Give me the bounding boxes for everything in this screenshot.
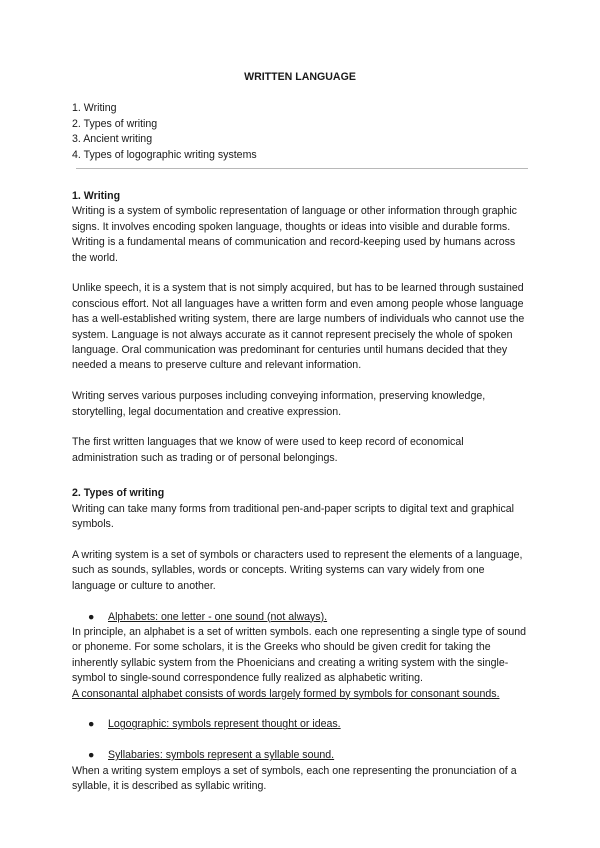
table-of-contents <box>72 101 528 163</box>
bullet-item-logographic <box>72 717 528 732</box>
divider <box>76 168 528 169</box>
bullet-label: Syllabaries: symbols represent a syllable sound. <box>108 749 335 762</box>
paragraph: In principle, an alphabet is a set of written symbols. each one representing a single type of sound or phoneme. For some scholars, it is the Greeks who should be given credit for taking the inherently syllabic system from the Phoenicians and creating a writing system with the single-symbol to single-sound correspondence fully realized as alphabetic writing. <box>72 625 527 685</box>
paragraph: When a writing system employs a set of symbols, each one representing the pronunciation of a syllable, it is described as syllabic writing. <box>72 764 517 792</box>
paragraph: Writing can take many forms from traditional pen-and-paper scripts to digital text and graphical symbols. <box>72 502 515 531</box>
bullet-icon: ● <box>88 610 95 623</box>
bullet-item-alphabets <box>72 610 528 625</box>
toc-item: 1. Writing <box>72 102 117 115</box>
paragraph: Writing serves various purposes including conveying information, preserving knowledge, storytelling, legal documentation and creative expression. <box>72 390 486 418</box>
bullet-label: Logographic: symbols represent thought or ideas. <box>108 718 341 731</box>
section-heading-writing: 1. Writing <box>72 190 121 203</box>
paragraph: The first written languages that we know of were used to keep record of economical administration such as trading or of personal belongings. <box>72 436 464 464</box>
paragraph: A writing system is a set of symbols or characters used to represent the elements of a language, such as sounds, syllables, words or concepts. Writing systems can vary widely from one language or culture to another. <box>72 548 523 592</box>
document-title: WRITTEN LANGUAGE <box>244 71 356 83</box>
section-heading-types-of-writing: 2. Types of writing <box>72 487 165 500</box>
underlined-paragraph: A consonantal alphabet consists of words largely formed by symbols for consonant sounds. <box>72 687 500 700</box>
bullet-item-syllabaries <box>72 748 528 763</box>
toc-item: 2. Types of writing <box>72 117 158 130</box>
paragraph: Unlike speech, it is a system that is not simply acquired, but has to be learned through sustained conscious effort. Not all languages have a written form and even among people whose language has a well-established writing system, there are large numbers of individuals who cannot use the system. Language is not always accurate as it cannot represent precisely the whole of spoken language. Oral communication was predominant for centuries until humans decided that they needed a means to preserve culture and relevant information. <box>72 282 525 372</box>
bullet-label: Alphabets: one letter - one sound (not always). <box>108 610 328 623</box>
toc-item: 4. Types of logographic writing systems <box>72 148 257 161</box>
document-page <box>72 70 528 794</box>
bullet-icon: ● <box>88 718 95 731</box>
toc-item: 3. Ancient writing <box>72 133 153 146</box>
bullet-icon: ● <box>88 749 95 762</box>
paragraph: Writing is a system of symbolic representation of language or other information through graphic signs. It involves encoding spoken language, thoughts or ideas into visible and durable forms. Writing is a fundamental means of communication and record-keeping used by humans across the world. <box>72 205 517 264</box>
